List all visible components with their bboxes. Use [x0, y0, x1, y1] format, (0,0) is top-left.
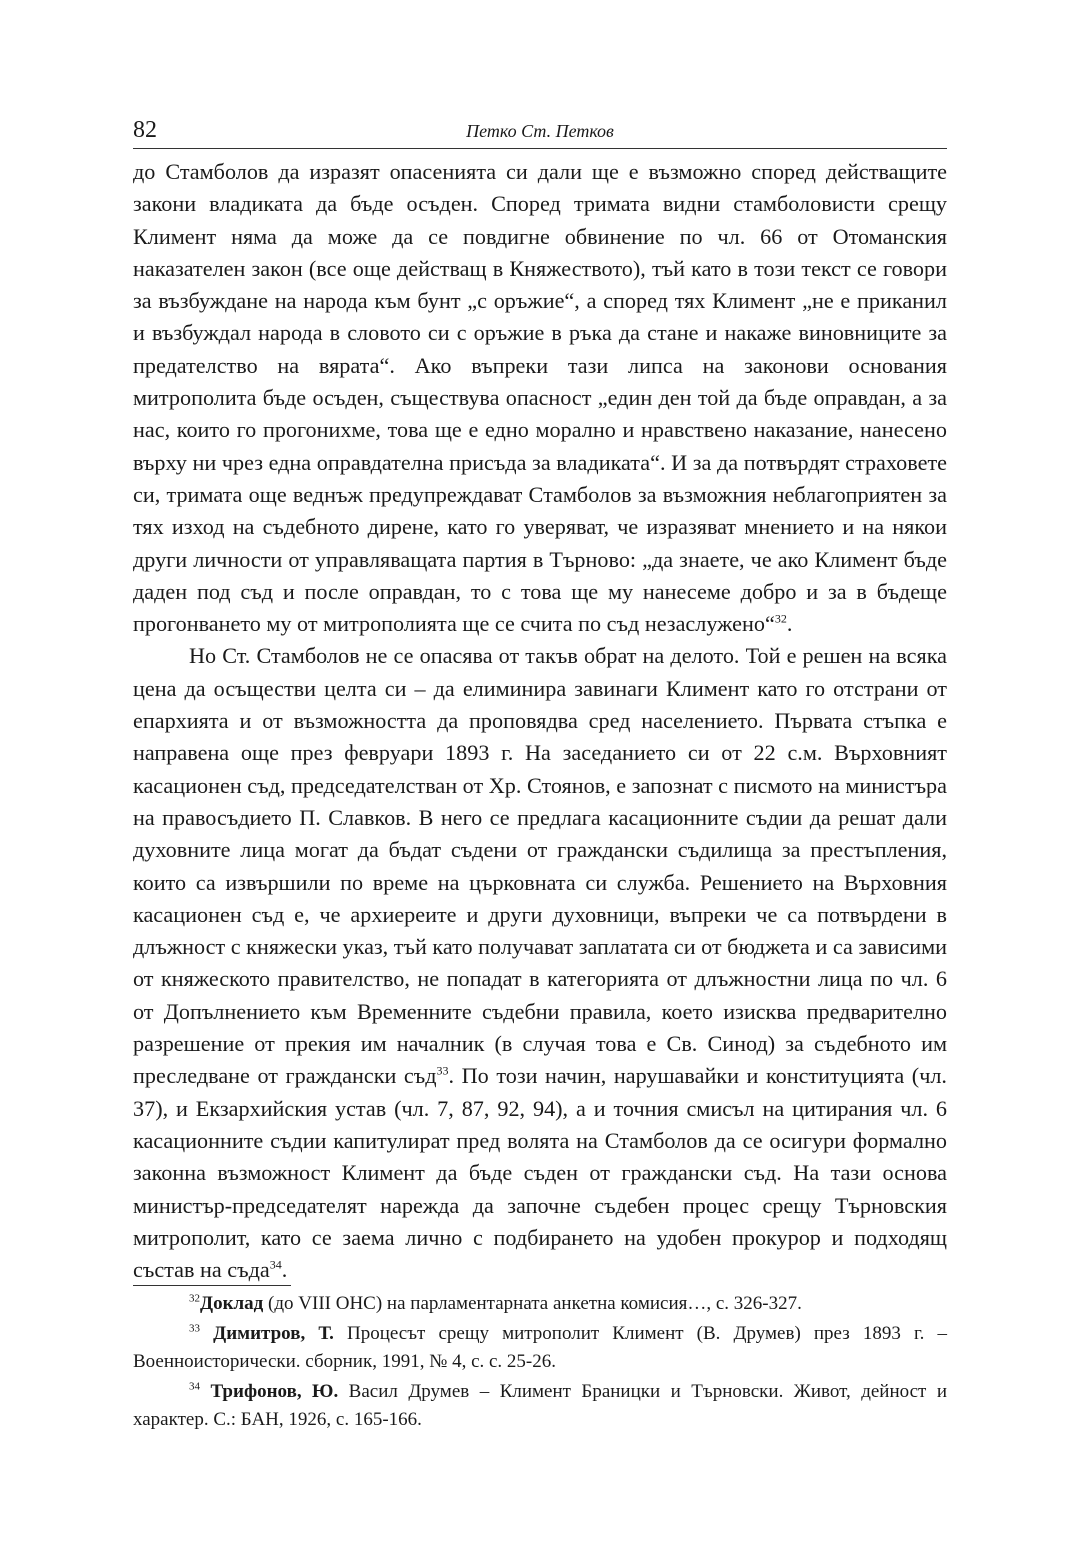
- footnote-author: Трифонов, Ю.: [210, 1381, 339, 1402]
- page-number: 82: [133, 117, 157, 143]
- footnote-text: Процесът срещу митрополит Климент (В. Друмев) през 1893 г. – Военноисторически. сборник, 1991, № 4, с. с. 25-26.: [133, 1323, 947, 1372]
- paragraph-text: Но Ст. Стамболов не се опасява от такъв обрат на делото. Той е решен на всяка цена да осъществи целта си – да елиминира завинаги Климент като го отстрани от епархията и от възможността да проповядва сред населението. Първата стъпка е направена още през февруари 1893 г. На заседанието си от 22 с.м. Върховният касационен съд, председателстван от Хр. Стоянов, е запознат с писмото на министъра на правосъдието П. Славков. В него се предлага касационните съдии да решат дали духовните лица могат да бъдат съдени от граждански съдилища за престъпления, които са извършили по време на църковната си служба. Решението на Върховния касационен съд е, че архиереите и други духовници, въпреки че са потвърдени в длъжност с княжески указ, тъй като получават заплатата си от бюджета и са зависими от княжеското правителство, не попадат в категорията от длъжностни лица по чл. 6 от Допълнението към Временните съдебни правила, което изисква предварително разрешение от прекия им началник (в случая това е Св. Синод) за съдебното им преследване от граждански съд: [133, 643, 947, 1089]
- footnote-number: 32: [189, 1292, 200, 1305]
- footnote-separator: [133, 1285, 291, 1286]
- paragraph-text: до Стамболов да изразят опасенията си дали ще е възможно според действащите закони владиката да бъде осъден. Според тримата видни стамболовисти срещу Климент няма да може да се повдигне обвинение по чл. 66 от Отоманския наказателен закон (все още действащ в Княжеството), тъй като в този текст се говори за възбуждане на народа към бунт „с оръжие“, а според тях Климент „не е приканил и възбуждал народа в словото си с оръжие в ръка да стане и накаже виновниците за предателство на вярата“. Ако въпреки тази липса на законови основания митрополита бъде осъден, съществува опасност „един ден той да бъде оправдан, а за нас, които го прогонихме, това ще е едно морално и нравствено наказание, нанесено върху ни чрез една оправдателна присъда за владиката“. И за да потвърдят страховете си, тримата още веднъж предупреждават Стамболов за възможния неблагоприятен за тях изход на съдебното дирене, като го уверяват, че изразяват мнението и на някои други личности от управляващата партия в Търново: „да знаете, че ако Климент бъде даден под съд и после оправдан, то с това ще му нанесеме добро и за в бъдеще прогонването му от митрополията ще се счита по съд незаслужено“: [133, 159, 947, 637]
- running-head: Петко Ст. Петков: [466, 121, 614, 141]
- paragraph-text: . По този начин, нарушавайки и конституцията (чл. 37), и Екзархийския устав (чл. 7, 87, 92, 94), а и точния смисъл на цитирания чл. 6 касационните съдии капитулират пред волята на Стамболов да се осигури формално законна възможност Климент да бъде съден от граждански съд. На тази основа министър-председателят нарежда да започне съдебен процес срещу Търновския митрополит, като се заема лично с подбирането на удобен прокурор и подходящ състав на съда: [133, 1063, 947, 1283]
- footnote-ref: 33: [436, 1063, 449, 1078]
- paragraph: [133, 156, 947, 640]
- main-text: [133, 156, 947, 1286]
- footnote-text: Васил Друмев – Климент Браницки и Търновски. Живот, дейност и характер. С.: БАН, 1926, с. 165-166.: [133, 1381, 947, 1430]
- paragraph-end: .: [281, 1257, 288, 1283]
- footnote: [133, 1290, 947, 1318]
- footnote: [133, 1320, 947, 1376]
- footnote-ref: 32: [774, 611, 787, 626]
- footnotes: [133, 1290, 947, 1436]
- footnote: [133, 1378, 947, 1434]
- footnote-ref: 34: [269, 1257, 282, 1272]
- paragraph-end: .: [786, 611, 793, 637]
- footnote-text: (до VIII ОНС) на парламентарната анкетна комисия…, с. 326-327.: [263, 1293, 802, 1314]
- footnote-number: 33: [189, 1322, 200, 1335]
- footnote-author: Доклад: [200, 1293, 264, 1314]
- footnote-number: 34: [189, 1380, 200, 1393]
- paragraph: [133, 640, 947, 1286]
- page-header: [133, 114, 947, 149]
- footnote-author: Димитров, Т.: [213, 1323, 334, 1344]
